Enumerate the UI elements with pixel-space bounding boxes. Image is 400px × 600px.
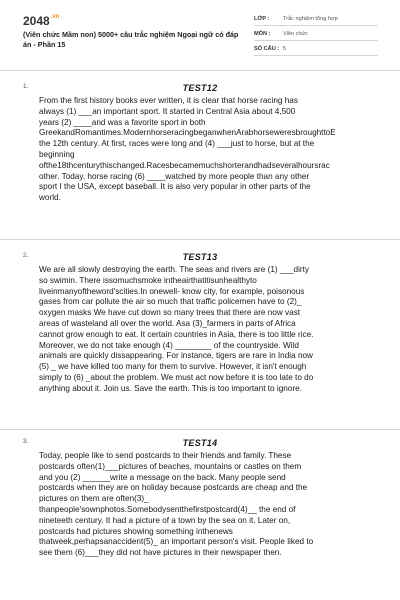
passage-line: anything about it. Join us. Save the earth. This is too important to ignore. bbox=[39, 383, 302, 393]
meta-class-label: LỚP : bbox=[254, 16, 270, 22]
passage-line: thatweek,perhapsanaccident(5)_ an important person's visit. People liked to bbox=[39, 537, 314, 547]
logo-text: 2048 bbox=[23, 14, 50, 28]
passage bbox=[39, 96, 396, 204]
passage-line: pictures on them are often(3)_ bbox=[39, 494, 149, 504]
question-title: TEST14 bbox=[182, 438, 218, 448]
passage-line: and you (2) ______write a message on the back. Many people send bbox=[39, 472, 286, 482]
passage-line: nineteeth century. It had a picture of a town by the sea on it. Later on, bbox=[39, 515, 291, 525]
question-2 bbox=[0, 252, 400, 422]
passage-line: thanpeople'sownphotos.Somebodysentthefirstpostcard(4)__ the end of bbox=[39, 504, 296, 514]
meta-count-value: 5 bbox=[283, 46, 287, 52]
passage-line: animals are quickly dissappearing. For instance, tigers are rare in India now bbox=[39, 351, 313, 361]
question-divider bbox=[0, 429, 400, 430]
passage-line: see them (6)___they did not have pictures in their newspaper then. bbox=[39, 548, 282, 558]
passage-line: cannot grow enough to eat. It certain countries in Asia, there is too little rice. bbox=[39, 329, 314, 339]
meta-subject-row bbox=[254, 29, 378, 41]
question-title: TEST13 bbox=[182, 252, 218, 262]
passage-line: years (2) ____and was a favorite sport in both bbox=[39, 117, 206, 127]
passage-line: From the first history books ever written, it is clear that horse racing has bbox=[39, 96, 298, 105]
passage-line: liveinmanyoftheword'scities.In onewell- know city, for example, poisonous bbox=[39, 286, 305, 296]
question-3 bbox=[0, 438, 400, 588]
passage-line: oxygen masks We have cut down so many trees that there are now vast bbox=[39, 308, 301, 318]
passage bbox=[39, 265, 396, 395]
passage-line: always (1) ___an important sport. It started in Central Asia about 4,500 bbox=[39, 106, 296, 116]
site-logo[interactable] bbox=[23, 14, 59, 28]
passage-line: the 12th century. At first, races were long and (4) ___just to horse, but at the bbox=[39, 139, 315, 149]
question-number: 1. bbox=[23, 83, 29, 90]
passage-line: GreekandRomantimes.ModernhorseracingbeganwhenArabhorseweresbroughttoE bbox=[39, 128, 336, 138]
question-1 bbox=[0, 83, 400, 233]
passage-line: gases from car pollute the air so much that traffic policemen have to (2)_ bbox=[39, 297, 302, 307]
question-title: TEST12 bbox=[182, 83, 218, 93]
meta-count-row bbox=[254, 44, 378, 56]
meta-subject-label: MÔN : bbox=[254, 31, 271, 37]
passage-line: Moreover, we do not take enough (4) ________ of the countryside. Wild bbox=[39, 340, 299, 350]
question-number: 3. bbox=[23, 438, 29, 445]
question-divider bbox=[0, 239, 400, 240]
passage-line: simply to (6) _about the problem. We must act now before it is too late to do bbox=[39, 372, 314, 382]
logo-suffix: .vn bbox=[50, 14, 60, 20]
passage-line: (5) _ we have killed too many for them to survive. However, it isn't enough bbox=[39, 362, 307, 372]
passage-line: Today, people like to send postcards to their friends and family. These bbox=[39, 451, 292, 460]
passage-line: postcards often(1)___pictures of beaches, mountains or castles on them bbox=[39, 461, 302, 471]
document-title: (Viên chức Mầm non) 5000+ câu trắc nghiệm Ngoại ngữ có đáp án - Phần 15 bbox=[23, 30, 239, 49]
passage bbox=[39, 451, 396, 559]
passage-line: We are all slowly destroying the earth. The seas and rivers are (1) ___dirty bbox=[39, 265, 310, 274]
passage-line: beginning bbox=[39, 149, 75, 159]
passage-line: ofthe18thcenturythischanged.Racesbecamemuchshorterandhadseveralhoursrac bbox=[39, 160, 330, 170]
passage-line: postcards when they are on holiday because postcards are cheap and the bbox=[39, 483, 308, 493]
passage-line: sport I the USA, except baseball. It is also very popular in other parts of the bbox=[39, 182, 311, 192]
page-header bbox=[0, 0, 400, 68]
question-number: 2. bbox=[23, 252, 29, 259]
passage-line: so swimin. There issomuchsmoke intheairthatitisunhealthyto bbox=[39, 275, 257, 285]
meta-count-label: SỐ CÂU : bbox=[254, 46, 280, 52]
meta-subject-value: Viên chức bbox=[283, 31, 309, 37]
meta-class-value: Trắc nghiệm tổng hợp bbox=[283, 16, 338, 22]
meta-class-row bbox=[254, 14, 378, 26]
passage-line: world. bbox=[39, 193, 61, 203]
passage-line: areas of wasteland all over the world. Asa (3)_farmers in parts of Africa bbox=[39, 318, 296, 328]
header-divider bbox=[0, 70, 400, 71]
passage-line: postcards had pictures showing something inthenews bbox=[39, 526, 233, 536]
passage-line: other. Today, horse racing (6) ____watched by more people than any other bbox=[39, 171, 310, 181]
